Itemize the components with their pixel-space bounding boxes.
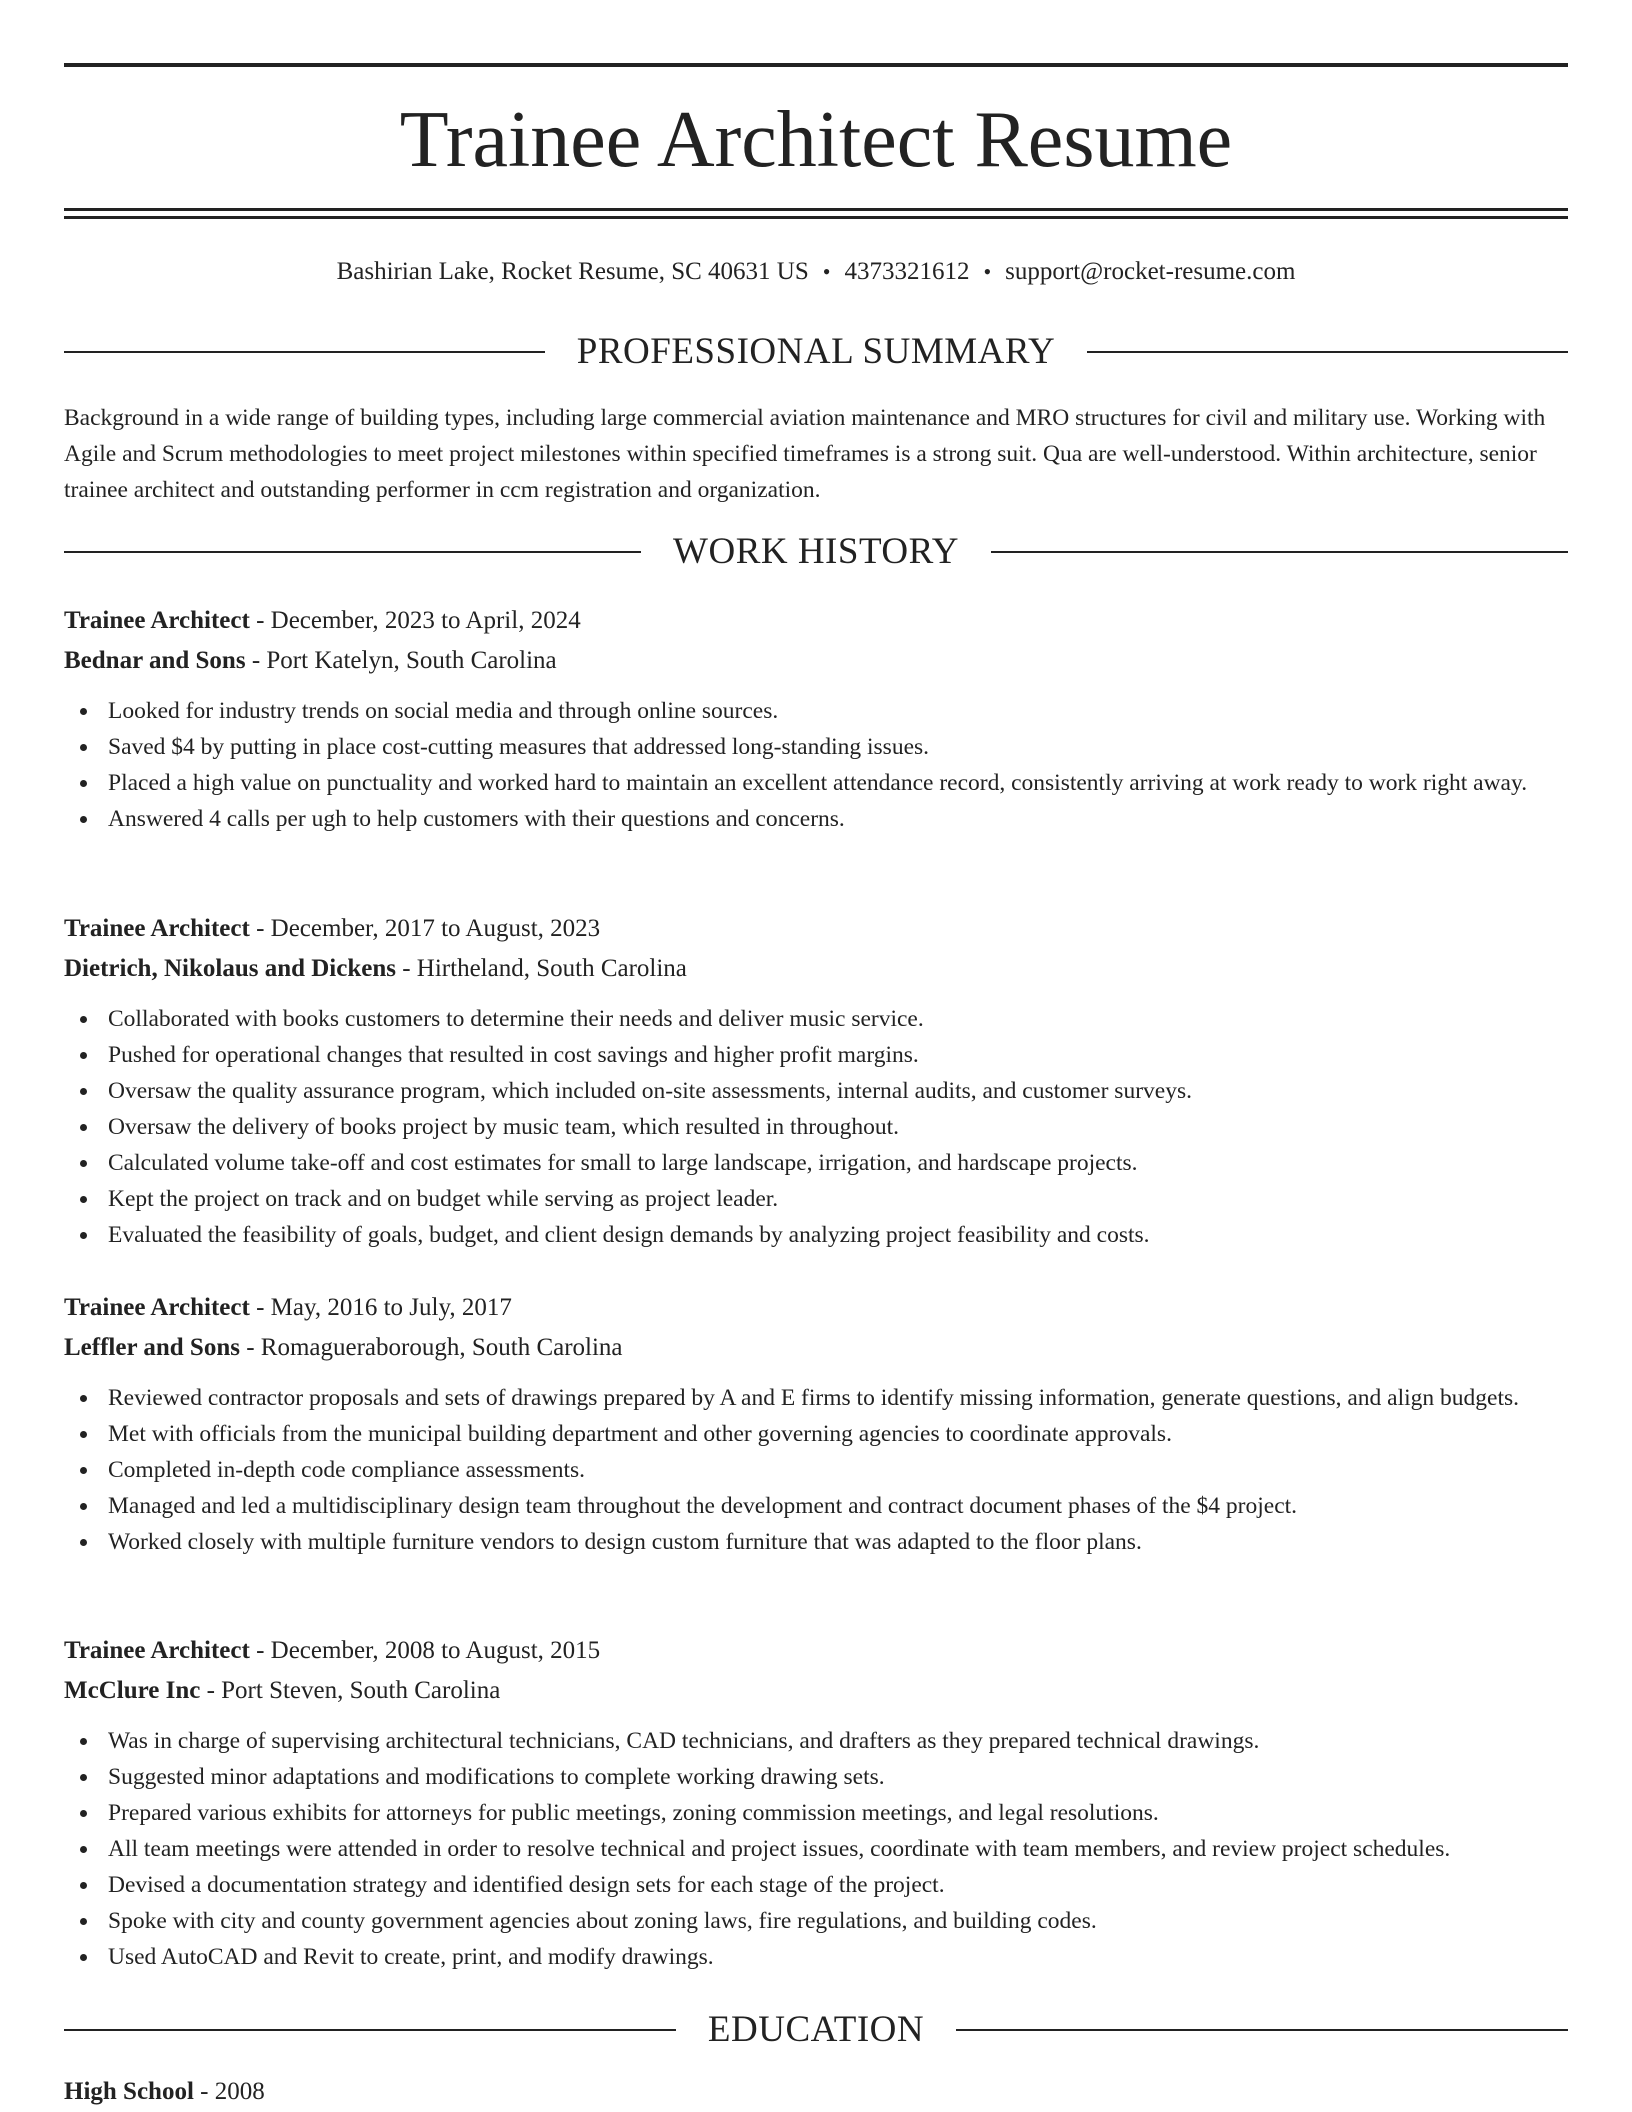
bullet-dot — [80, 1232, 87, 1239]
bullet-text: Looked for industry trends on social media and through online sources. — [108, 698, 779, 724]
contact-separator: • — [822, 259, 831, 284]
contact-phone: 4373321612 — [844, 258, 970, 285]
job-company-line — [64, 641, 1568, 681]
job-location: - Hirtheland, South Carolina — [395, 955, 687, 982]
bullet-item — [64, 1795, 1568, 1831]
job-entry — [64, 601, 1568, 837]
bullet-item — [64, 1145, 1568, 1181]
bullet-dot — [80, 1160, 87, 1167]
summary-text: Background in a wide range of building types, including large commercial aviation maintenance and MRO structures for civil and military use. Working with Agile and Scrum methodologies to meet project milestones within specified timeframes is a strong suit. Qua are well-understood. Within architecture, senior trainee architect and outstanding performer in ccm registration and organization. — [64, 405, 1546, 503]
bullet-item — [64, 1759, 1568, 1795]
top-rule — [64, 63, 1568, 67]
bullet-text: Evaluated the feasibility of goals, budget, and client design demands by analyzing project feasibility and costs. — [108, 1222, 1150, 1248]
bullet-item — [64, 1903, 1568, 1939]
bullet-item — [64, 1488, 1568, 1524]
job-company-line — [64, 1328, 1568, 1368]
resume-title: Trainee Architect Resume — [399, 96, 1233, 184]
job-title: Trainee Architect — [64, 915, 250, 942]
job-title-line — [64, 909, 1568, 949]
bullet-item — [64, 1217, 1568, 1253]
bullet-text: Answered 4 calls per ugh to help customers with their questions and concerns. — [108, 806, 845, 832]
bullet-text: Pushed for operational changes that resulted in cost savings and higher profit margins. — [108, 1042, 919, 1068]
bullet-text: Oversaw the quality assurance program, which included on-site assessments, internal audits, and customer surveys. — [108, 1078, 1192, 1104]
bullet-text: Suggested minor adaptations and modifications to complete working drawing sets. — [108, 1764, 885, 1790]
job-title-line — [64, 1631, 1568, 1671]
bullet-item — [64, 1181, 1568, 1217]
education-entry — [64, 2072, 1568, 2112]
bullet-item — [64, 1380, 1568, 1416]
job-entry — [64, 1631, 1568, 1975]
job-company: Leffler and Sons — [64, 1334, 240, 1361]
bullet-text: Prepared various exhibits for attorneys for public meetings, zoning commission meetings, and legal resolutions. — [108, 1800, 1159, 1826]
bullet-item — [64, 1452, 1568, 1488]
bullet-text: Spoke with city and county government agencies about zoning laws, fire regulations, and building codes. — [108, 1908, 1097, 1934]
section-title: PROFESSIONAL SUMMARY — [576, 331, 1056, 372]
bullet-dot — [80, 780, 87, 787]
education-degree: High School — [64, 2078, 194, 2105]
bullet-text: Collaborated with books customers to determine their needs and deliver music service. — [108, 1006, 924, 1032]
bullet-text: Devised a documentation strategy and identified design sets for each stage of the project. — [108, 1872, 945, 1898]
job-bullets — [64, 1001, 1568, 1253]
job-company: Bednar and Sons — [64, 647, 246, 674]
bullet-dot — [80, 816, 87, 823]
bullet-item — [64, 1524, 1568, 1560]
bullet-dot — [80, 1196, 87, 1203]
section-title: WORK HISTORY — [673, 531, 959, 572]
job-bullets — [64, 1723, 1568, 1975]
bullet-item — [64, 1831, 1568, 1867]
bullet-item — [64, 1867, 1568, 1903]
bullet-text: Worked closely with multiple furniture vendors to design custom furniture that was adapted to the floor plans. — [108, 1529, 1142, 1555]
bullet-dot — [80, 1774, 87, 1781]
job-title-line — [64, 1288, 1568, 1328]
job-company-line — [64, 1671, 1568, 1711]
bullet-dot — [80, 1395, 87, 1402]
section-title: EDUCATION — [707, 2009, 925, 2050]
section-heading-summary — [64, 330, 1568, 374]
heading-rule — [64, 2029, 676, 2031]
job-company: McClure Inc — [64, 1677, 201, 1704]
job-entry — [64, 909, 1568, 1253]
job-bullets — [64, 693, 1568, 837]
bullet-dot — [80, 1503, 87, 1510]
bullet-text: Reviewed contractor proposals and sets of drawings prepared by A and E firms to identify missing information, generate questions, and align budgets. — [108, 1385, 1519, 1411]
contact-separator: • — [983, 259, 992, 284]
job-location: - Port Katelyn, South Carolina — [245, 647, 557, 674]
bullet-text: Saved $4 by putting in place cost-cutting measures that addressed long-standing issues. — [108, 734, 930, 760]
bullet-text: Completed in-depth code compliance assessments. — [108, 1457, 586, 1483]
bullet-dot — [80, 1124, 87, 1131]
bullet-dot — [80, 708, 87, 715]
heading-rule — [991, 551, 1568, 553]
job-dates: - December, 2017 to August, 2023 — [249, 915, 601, 942]
bullet-dot — [80, 1052, 87, 1059]
bullet-text: Managed and led a multidisciplinary design team throughout the development and contract document phases of the $4 project. — [108, 1493, 1298, 1519]
job-location: - Port Steven, South Carolina — [200, 1677, 501, 1704]
title-rule-upper — [64, 208, 1568, 211]
bullet-text: Used AutoCAD and Revit to create, print, and modify drawings. — [108, 1944, 714, 1970]
job-dates: - December, 2023 to April, 2024 — [249, 607, 581, 634]
bullet-dot — [80, 1954, 87, 1961]
job-company: Dietrich, Nikolaus and Dickens — [64, 955, 396, 982]
section-heading-work — [64, 530, 1568, 574]
bullet-item — [64, 729, 1568, 765]
section-heading-education — [64, 2008, 1568, 2052]
bullet-dot — [80, 744, 87, 751]
title-rule-lower — [64, 216, 1568, 219]
job-dates: - May, 2016 to July, 2017 — [249, 1294, 512, 1321]
job-title-line — [64, 601, 1568, 641]
bullet-dot — [80, 1810, 87, 1817]
bullet-dot — [80, 1738, 87, 1745]
bullet-dot — [80, 1846, 87, 1853]
bullet-item — [64, 1416, 1568, 1452]
bullet-text: All team meetings were attended in order to resolve technical and project issues, coordinate with team members, and review project schedules. — [108, 1836, 1451, 1862]
bullet-dot — [80, 1431, 87, 1438]
bullet-text: Met with officials from the municipal building department and other governing agencies to coordinate approvals. — [108, 1421, 1172, 1447]
bullet-dot — [80, 1467, 87, 1474]
job-bullets — [64, 1380, 1568, 1560]
job-title: Trainee Architect — [64, 1294, 250, 1321]
heading-rule — [64, 351, 545, 353]
bullet-text: Was in charge of supervising architectural technicians, CAD technicians, and drafters as they prepared technical drawings. — [108, 1728, 1260, 1754]
bullet-text: Oversaw the delivery of books project by music team, which resulted in throughout. — [108, 1114, 899, 1140]
heading-rule — [956, 2029, 1568, 2031]
bullet-text: Calculated volume take-off and cost estimates for small to large landscape, irrigation, and hardscape projects. — [108, 1150, 1138, 1176]
bullet-item — [64, 1073, 1568, 1109]
heading-rule — [1087, 351, 1568, 353]
bullet-dot — [80, 1918, 87, 1925]
contact-line — [64, 256, 1568, 288]
bullet-item — [64, 1001, 1568, 1037]
job-location: - Romagueraborough, South Carolina — [239, 1334, 623, 1361]
bullet-text: Kept the project on track and on budget while serving as project leader. — [108, 1186, 779, 1212]
bullet-text: Placed a high value on punctuality and worked hard to maintain an excellent attendance record, consistently arriving at work ready to work right away. — [108, 770, 1528, 796]
bullet-item — [64, 1723, 1568, 1759]
education-year: - 2008 — [193, 2078, 265, 2105]
contact-address: Bashirian Lake, Rocket Resume, SC 40631 US — [336, 258, 809, 285]
job-title: Trainee Architect — [64, 607, 250, 634]
heading-rule — [64, 551, 641, 553]
job-entry — [64, 1288, 1568, 1560]
job-title: Trainee Architect — [64, 1637, 250, 1664]
bullet-item — [64, 693, 1568, 729]
contact-email: support@rocket-resume.com — [1005, 258, 1296, 285]
bullet-item — [64, 801, 1568, 837]
bullet-dot — [80, 1882, 87, 1889]
job-company-line — [64, 949, 1568, 989]
bullet-dot — [80, 1016, 87, 1023]
bullet-item — [64, 1939, 1568, 1975]
bullet-item — [64, 1109, 1568, 1145]
bullet-item — [64, 765, 1568, 801]
bullet-dot — [80, 1088, 87, 1095]
bullet-dot — [80, 1539, 87, 1546]
bullet-item — [64, 1037, 1568, 1073]
job-dates: - December, 2008 to August, 2015 — [249, 1637, 601, 1664]
